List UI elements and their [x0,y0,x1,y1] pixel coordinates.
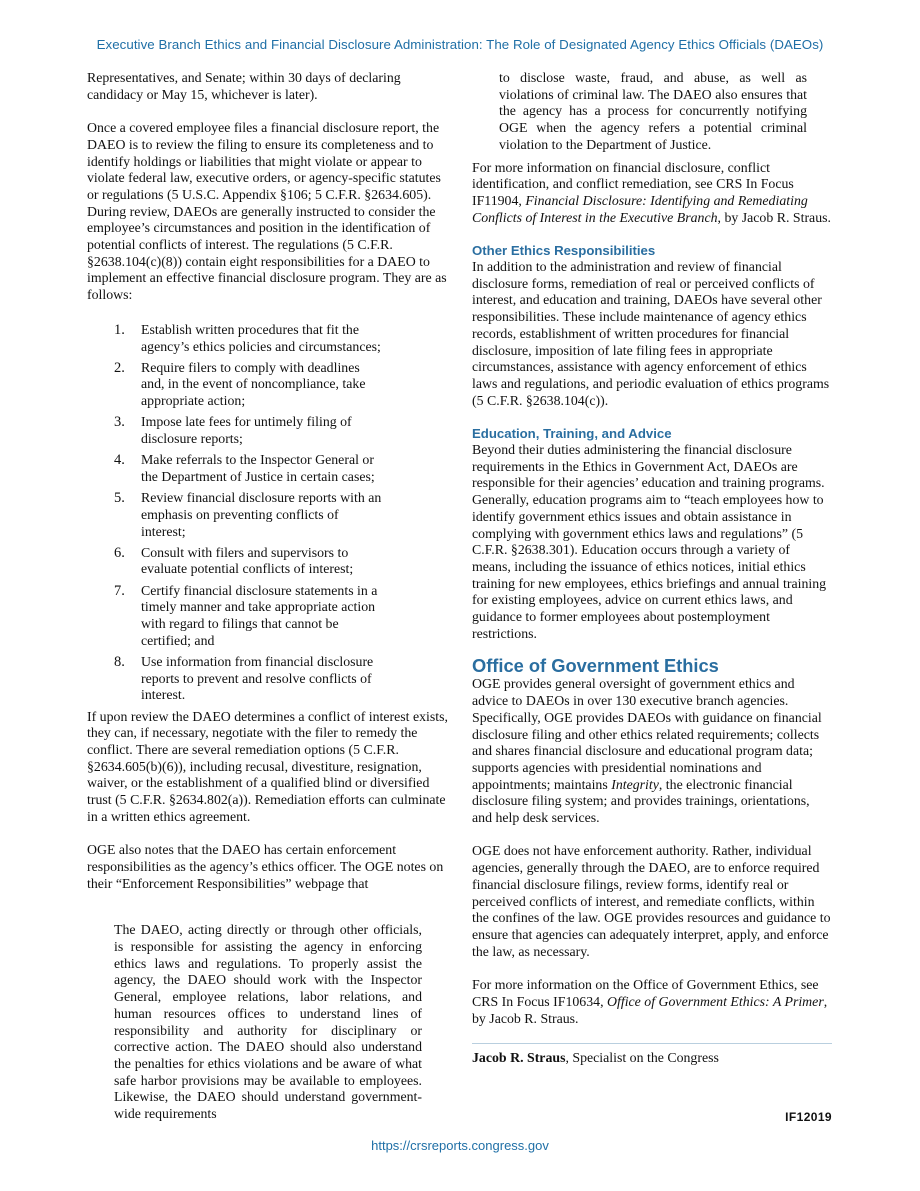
author-line [472,1050,832,1067]
block-quote-continued: to disclose waste, fraud, and abuse, as well as violations of criminal law. The DAEO also ensures that the agency has a process for concurrently notifying OGE when the agency refers a potential criminal violation to the Department of Justice. [499,70,807,152]
list-item [87,452,386,485]
list-number: 1. [114,321,125,338]
text-span: , by Jacob R. Straus. [472,993,828,1026]
list-number: 2. [114,359,125,376]
divider [472,1043,832,1044]
author-role: , Specialist on the Congress [565,1050,719,1066]
block-quote: The DAEO, acting directly or through other officials, is responsible for assisting the agency in enforcing ethics laws and regulations. To properly assist the agency, the DAEO should work with the Inspector General, employee relations, labor relations, and human resources offices to understand lines of responsibility and authority for disciplinary or corrective action. The DAEO should also understand the penalties for ethics violations and be aware of what safe harbor provisions may be available to employees. Likewise, the DAEO should understand government-wide requirements [114,922,422,1122]
paragraph-continued: Representatives, and Senate; within 30 days of declaring candidacy or May 15, whichever is later). [87,70,401,102]
list-number: 4. [114,452,125,469]
paragraph-more-info-oge [472,977,832,1027]
document-id: IF12019 [785,1110,832,1124]
list-item [87,654,386,704]
left-column [87,70,449,1123]
list-item [87,322,386,355]
text-span: , the electronic financial disclosure filing system; and provides trainings, orientations, and help desk services. [472,776,810,826]
responsibilities-list [87,322,449,704]
list-item [87,490,386,540]
text-span: For more information on the Office of Government Ethics, see CRS In Focus IF10634, [472,977,819,1009]
running-header: Executive Branch Ethics and Financial Disclosure Administration: The Role of Designated Agency Ethics Officials (DAEOs) [96,37,824,52]
list-text: Use information from financial disclosure reports to prevent and resolve conflicts of interest. [141,653,374,703]
paragraph-oge [472,676,832,826]
paragraph-review: Once a covered employee files a financial disclosure report, the DAEO is to review the filing to ensure its completeness and to identify holdings or liabilities that might violate or appear to violate federal law, executive orders, or agency-specific statutes or regulations (5 U.S.C. Appendix §106; 5 C.F.R. §2634.605). During review, DAEOs are generally instructed to consider the employee’s circumstances and position in the identification of potential conflicts of interest. The regulations (5 C.F.R. §2638.104(c)(8)) contain eight responsibilities for a DAEO to implement an effective financial disclosure program. They are as follows: [87,120,447,303]
paragraph-oge-notes: OGE also notes that the DAEO has certain enforcement responsibilities as the agency’s ethics officer. The OGE notes on their “Enforcement Responsibilities” webpage that [87,842,444,891]
right-column [472,70,832,1067]
list-text: Review financial disclosure reports with an emphasis on preventing conflicts of interest; [141,490,382,539]
list-number: 8. [114,653,125,670]
report-title: Office of Government Ethics: A Primer [607,993,824,1009]
paragraph-enforcement: OGE does not have enforcement authority. Rather, individual agencies, generally through the DAEO, are to enforce required financial disclosure filings, review forms, identify real or perceived conflicts of interest, and remediate conflicts, within the confines of the law. OGE provides resources and guidance to ensure that agencies can adequately interpret, apply, and enforce the law, as necessary. [472,843,831,959]
list-item [87,545,386,578]
list-number: 5. [114,490,125,507]
author-name: Jacob R. Straus [472,1050,566,1066]
heading-oge: Office of Government Ethics [472,655,719,677]
list-text: Consult with filers and supervisors to evaluate potential conflicts of interest; [141,544,354,577]
footer-url[interactable]: https://crsreports.congress.gov [371,1138,549,1153]
paragraph-other-responsibilities: In addition to the administration and review of financial disclosure forms, remediation of real or perceived conflicts of interest, and education and training, DAEOs have several other responsibilities. These include maintenance of agency ethics records, establishment of written procedures for financial disclosure, imposition of late filing fees in appropriate circumstances, assistance with agency enforcement of ethics laws and regulations, and periodic evaluation of ethics programs (5 C.F.R. §2638.104(c)). [472,259,830,408]
list-text: Impose late fees for untimely filing of disclosure reports; [141,414,352,447]
system-name: Integrity [611,776,659,792]
list-item [87,414,386,447]
list-text: Require filers to comply with deadlines and, in the event of noncompliance, take appropriate action; [141,359,366,409]
list-item [87,360,386,410]
heading-education: Education, Training, and Advice [472,426,672,442]
text-span: , by Jacob R. Straus. [717,209,831,225]
text-span: OGE provides general oversight of government ethics and advice to DAEOs in over 130 executive branch agencies. Specifically, OGE provides DAEOs with guidance on financial disclosure filing and other ethics related requirements; collects and shares financial disclosure and educational program data; supports agencies with presidential nominations and appointments; maintains [472,676,822,792]
list-number: 7. [114,582,125,599]
list-number: 6. [114,544,125,561]
list-text: Establish written procedures that fit the agency’s ethics policies and circumstances; [141,321,381,354]
report-title: Financial Disclosure: Identifying and Remediating Conflicts of Interest in the Executive Branch [472,192,808,225]
paragraph-more-info-disclosure [472,160,832,227]
paragraph-education: Beyond their duties administering the financial disclosure requirements in the Ethics in Government Act, DAEOs are responsible for their agencies’ education and training programs. Generally, education programs aim to “teach employees how to identify government ethics issues and obtain assistance in complying with government ethics laws and regulations” (5 C.F.R. §2638.301). Education occurs through a variety of means, including the issuance of ethics notices, initial ethics training for new employees, ethics briefings and annual training for existing employees, advice on current ethics laws, and guidance to former employees about postemployment restrictions. [472,442,827,641]
heading-other-responsibilities: Other Ethics Responsibilities [472,243,656,259]
list-text: Make referrals to the Inspector General or the Department of Justice in certain cases; [141,452,375,484]
list-item [87,583,386,650]
list-text: Certify financial disclosure statements in a timely manner and take appropriate action with regard to filings that cannot be certified; and [141,582,378,648]
list-number: 3. [114,414,125,431]
paragraph-conflict: If upon review the DAEO determines a conflict of interest exists, they can, if necessary, negotiate with the filer to remedy the conflict. There are several remediation options (5 C.F.R. §2634.605(b)(6)), including recusal, divestiture, resignation, waiver, or the establishment of a qualified blind or diversified trust (5 C.F.R. §2634.802(a)). Remediation efforts can culminate in a written ethics agreement. [87,708,448,824]
text-span: For more information on financial disclosure, conflict identification, and conflict remediation, see CRS In Focus IF11904, [472,159,794,208]
